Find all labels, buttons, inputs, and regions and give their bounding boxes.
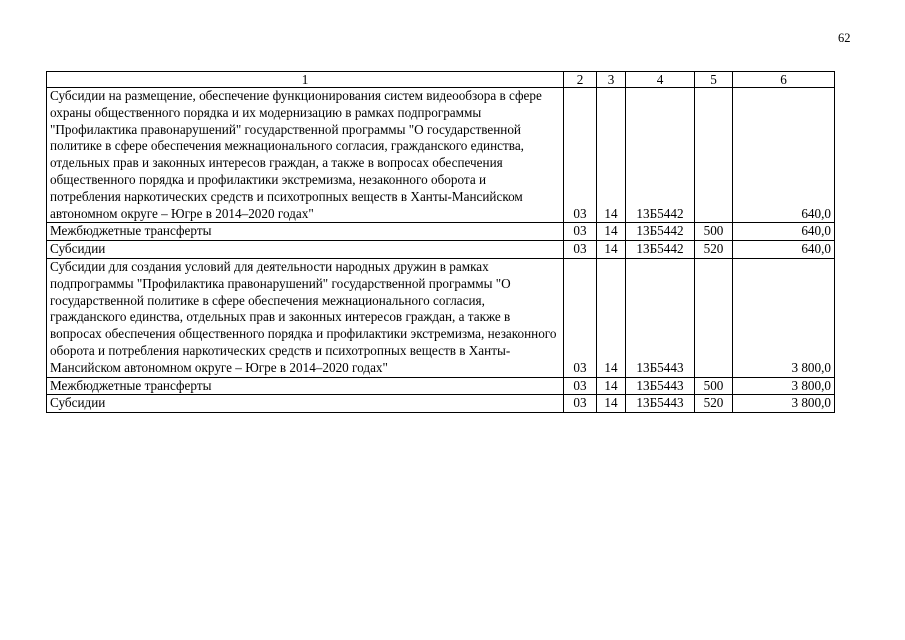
- column-header-2: 2: [564, 72, 597, 88]
- row-section-code: 03: [564, 241, 597, 259]
- page-number: 62: [838, 31, 851, 45]
- row-subsection-code: 14: [597, 395, 626, 413]
- row-target-article: 13Б5443: [626, 377, 695, 395]
- row-section-code: 03: [564, 223, 597, 241]
- column-header-4: 4: [626, 72, 695, 88]
- column-header-3: 3: [597, 72, 626, 88]
- row-expense-type: [695, 258, 733, 377]
- row-subsection-code: 14: [597, 241, 626, 259]
- row-amount: 640,0: [733, 88, 835, 223]
- row-section-code: 03: [564, 88, 597, 223]
- row-section-code: 03: [564, 377, 597, 395]
- column-header-1: 1: [47, 72, 564, 88]
- table-row: [47, 88, 835, 223]
- row-expense-type: 520: [695, 395, 733, 413]
- table-row: [47, 395, 835, 413]
- table-header-row: [47, 72, 835, 88]
- table-row: [47, 258, 835, 377]
- row-subsection-code: 14: [597, 88, 626, 223]
- row-description: Субсидии: [47, 395, 564, 413]
- row-amount: 640,0: [733, 223, 835, 241]
- row-amount: 3 800,0: [733, 377, 835, 395]
- row-amount: 640,0: [733, 241, 835, 259]
- row-target-article: 13Б5443: [626, 258, 695, 377]
- row-description: Субсидии: [47, 241, 564, 259]
- row-description: Субсидии на размещение, обеспечение функционирования систем видеообзора в сфере охраны общественного порядка и их модернизацию в рамках подпрограммы "Профилактика правонарушений" государственной программы "О государственной политике в сфере обеспечения межнационального согласия, гражданского единства, отдельных прав и законных интересов граждан, а также в вопросах обеспечения общественного порядка и профилактики экстремизма, незаконного оборота и потребления наркотических средств и психотропных веществ в Ханты-Мансийском автономном округе – Югре в 2014–2020 годах": [47, 88, 564, 223]
- row-expense-type: 520: [695, 241, 733, 259]
- row-expense-type: [695, 88, 733, 223]
- table-row: [47, 377, 835, 395]
- row-section-code: 03: [564, 395, 597, 413]
- row-target-article: 13Б5442: [626, 223, 695, 241]
- row-target-article: 13Б5442: [626, 241, 695, 259]
- column-header-5: 5: [695, 72, 733, 88]
- row-expense-type: 500: [695, 377, 733, 395]
- column-header-6: 6: [733, 72, 835, 88]
- row-amount: 3 800,0: [733, 395, 835, 413]
- row-description: Межбюджетные трансферты: [47, 377, 564, 395]
- table-row: [47, 241, 835, 259]
- budget-table: [46, 71, 835, 413]
- row-target-article: 13Б5442: [626, 88, 695, 223]
- row-expense-type: 500: [695, 223, 733, 241]
- row-description: Субсидии для создания условий для деятельности народных дружин в рамках подпрограммы "Профилактика правонарушений" государственной программы "О государственной политике в сфере обеспечения межнационального согласия, гражданского единства, отдельных прав и законных интересов граждан, а также в вопросах обеспечения общественного порядка и профилактики экстремизма, незаконного оборота и потребления наркотических средств и психотропных веществ в Ханты-Мансийском автономном округе – Югре в 2014–2020 годах": [47, 258, 564, 377]
- row-amount: 3 800,0: [733, 258, 835, 377]
- row-target-article: 13Б5443: [626, 395, 695, 413]
- table-row: [47, 223, 835, 241]
- row-subsection-code: 14: [597, 377, 626, 395]
- row-subsection-code: 14: [597, 258, 626, 377]
- row-description: Межбюджетные трансферты: [47, 223, 564, 241]
- row-section-code: 03: [564, 258, 597, 377]
- row-subsection-code: 14: [597, 223, 626, 241]
